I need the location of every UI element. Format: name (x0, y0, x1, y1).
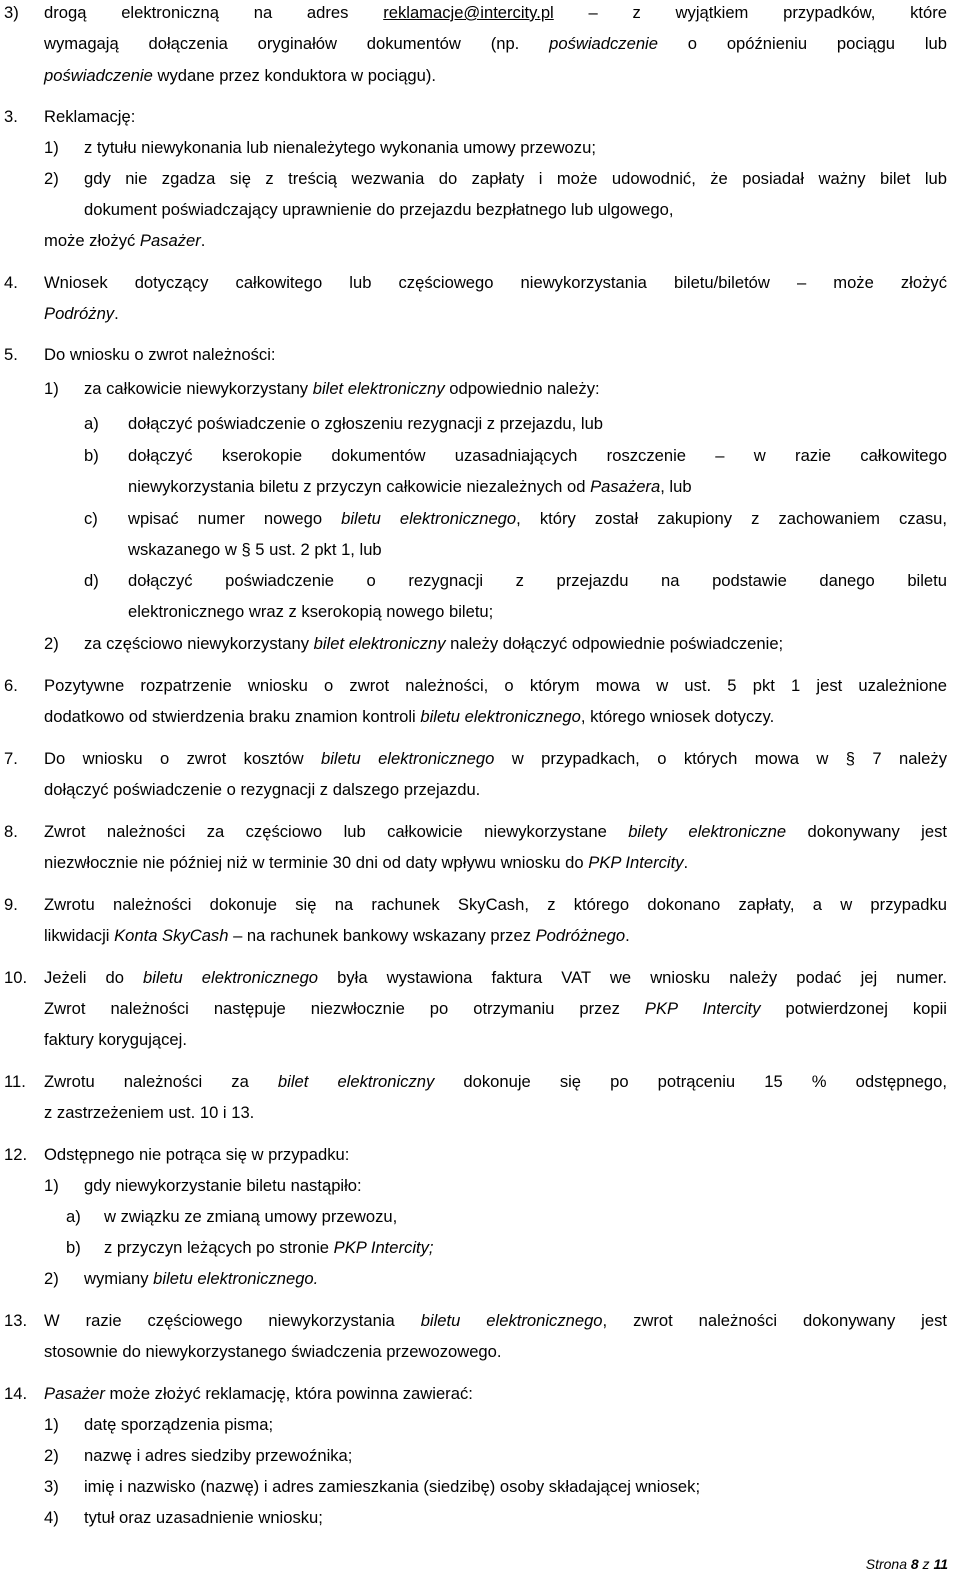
page-footer: Strona 8 z 11 (865, 1556, 948, 1572)
list-item: d) dołączyć poświadczenie o rezygnacji z przejazdu na podstawie danego biletu (84, 571, 947, 590)
section-4: 4. Wniosek dotyczący całkowitego lub częściowego niewykorzystania biletu/biletów – może złożyć (4, 273, 947, 292)
section-text: Reklamację: (44, 107, 136, 126)
section-13: 13. W razie częściowego niewykorzystania biletu elektronicznego, zwrot należności dokonywany jest (4, 1311, 947, 1330)
text-line: wymagają dołączenia oryginałów dokumentów (np. poświadczenie o opóźnieniu pociągu lub (44, 34, 947, 53)
list-item (0, 0, 960, 28)
section-6: 6. Pozytywne rozpatrzenie wniosku o zwrot należności, o którym mowa w ust. 5 pkt 1 jest uzależnione (4, 676, 947, 695)
section-7: 7. Do wniosku o zwrot kosztów biletu elektronicznego w przypadkach, o których mowa w § 7 należy (4, 749, 948, 768)
page-total: 11 (933, 1556, 948, 1572)
section-9: 9. Zwrotu należności dokonuje się na rachunek SkyCash, z którego dokonano zapłaty, a w przypadku (4, 895, 947, 914)
document-page: 3) drogą elektroniczną na adres reklamacje@intercity.pl – z wyjątkiem przypadków, które wymagają dołączenia oryginałów dokumentów (np. poświadczenie o opóźnieniu pociągu lub poświadczenie wydane przez konduktora w pociągu). 3. Reklamację: 1) z tytułu niewykonania lub nienależytego wykonania umowy przewozu; 2) gdy nie zgadza się z treścią wezwania do zapłaty i może udowodnić, że posiadał ważny bilet lub dokument poświadczający uprawnienie do przejazdu bezpłatnego lub ulgowego, może złożyć Pasażer. 4. Wniosek dotyczący całkowitego lub częściowego niewykorzystania biletu/biletów – może złożyć Podróżny. 5. Do wniosku o zwrot należności: 1) za całkowicie niewykorzystany bilet elektroniczny odpowiednio należy: a) dołączyć poświadczenie o zgłoszeniu rezygnacji z przejazdu, lub b) dołączyć kserokopie dokumentów uzasadniających roszczenie – w razie całkowitego niewykorzystania biletu z przyczyn całkowicie niezależnych od Pasażera, lub c) wpisać numer nowego biletu elektronicznego, który został zakupiony z zachowaniem czasu, wskazanego w § 5 ust. 2 pkt 1, lub d) dołączyć poświadczenie o rezygnacji z przejazdu na podstawie danego biletu elektronicznego wraz z kserokopią nowego biletu; 2) za częściowo niewykorzystany bilet elektroniczny należy dołączyć odpowiednie poświadczenie; 6. Pozytywne rozpatrzenie wniosku o zwrot należności, o którym mowa w ust. 5 pkt 1 jest uzależnione dodatkowo od stwierdzenia braku znamion kontroli biletu elektronicznego, którego wniosek dotyczy. 7. Do wniosku o zwrot kosztów biletu elektronicznego w przypadkach, o których mowa w § 7 należy dołączyć poświadczenie o rezygnacji z dalszego przejazdu. 8. Zwrot należności za częściowo lub całkowicie niewykorzystane bilety elektroniczne dokonywany jest niezwłocznie nie później niż w terminie 30 dni od daty wpływu wniosku do PKP Intercity. 9. Zwrotu należności dokonuje się na rachunek SkyCash, z którego dokonano zapłaty, a w przypadku likwidacji Konta SkyCash – na rachunek bankowy wskazany przez Podróżnego. 10. Jeżeli do biletu elektronicznego była wystawiona faktura VAT we wniosku należy podać jej numer. Zwrot należności następuje niezwłocznie po otrzymaniu przez PKP Intercity potwierdzonej kopii faktury korygującej. 11. Zwrotu należności za bilet elektroniczny dokonuje się po potrąceniu 15 % odstępnego, z zastrzeżeniem ust. 10 i 13. 12. Odstępnego nie potrąca się w przypadku: 1) gdy niewykorzystanie biletu nastąpiło: a) w związku ze zmianą umowy przewozu, b) z przyczyn leżących po stronie PKP Intercity; 2) wymiany biletu elektronicznego. 13. W razie częściowego niewykorzystania biletu elektronicznego, zwrot należności dokonywany jest stosownie do niewykorzystanego świadczenia przewozowego. 14. Pasażer może złożyć reklamację, która powinna zawierać: 1) datę sporządzenia pisma; 2) nazwę i adres siedziby przewoźnika; 3) imię i nazwisko (nazwę) i adres zamieszkania (siedzibę) osoby składającej wniosek; 4) tytuł oraz uzasadnienie wniosku; Strona 8 z 11 (0, 0, 960, 1586)
list-item: c) wpisać numer nowego biletu elektronicznego, który został zakupiony z zachowaniem czasu, (84, 509, 947, 528)
text-line: Zwrot należności następuje niezwłocznie po otrzymaniu przez PKP Intercity potwierdzonej kopii (44, 999, 947, 1018)
section-8: 8. Zwrot należności za częściowo lub całkowicie niewykorzystane bilety elektroniczne dokonywany jest (4, 822, 947, 841)
item-number: 3) (4, 3, 19, 22)
list-item: b) dołączyć kserokopie dokumentów uzasadniających roszczenie – w razie całkowitego (84, 446, 947, 465)
email-link[interactable]: reklamacje@intercity.pl (383, 3, 554, 22)
item-text: drogą elektroniczną na adres reklamacje@intercity.pl – z wyjątkiem przypadków, które (44, 3, 948, 22)
list-item: 2) gdy nie zgadza się z treścią wezwania do zapłaty i może udowodnić, że posiadał ważny bilet lub (44, 169, 947, 188)
page-number: 8 (910, 1556, 919, 1572)
section-number: 3. (4, 107, 18, 126)
section-10: 10. Jeżeli do biletu elektronicznego była wystawiona faktura VAT we wniosku należy podać jej numer. (4, 968, 947, 987)
section-11: 11. Zwrotu należności za bilet elektroniczny dokonuje się po potrąceniu 15 % odstępnego, (4, 1072, 947, 1091)
